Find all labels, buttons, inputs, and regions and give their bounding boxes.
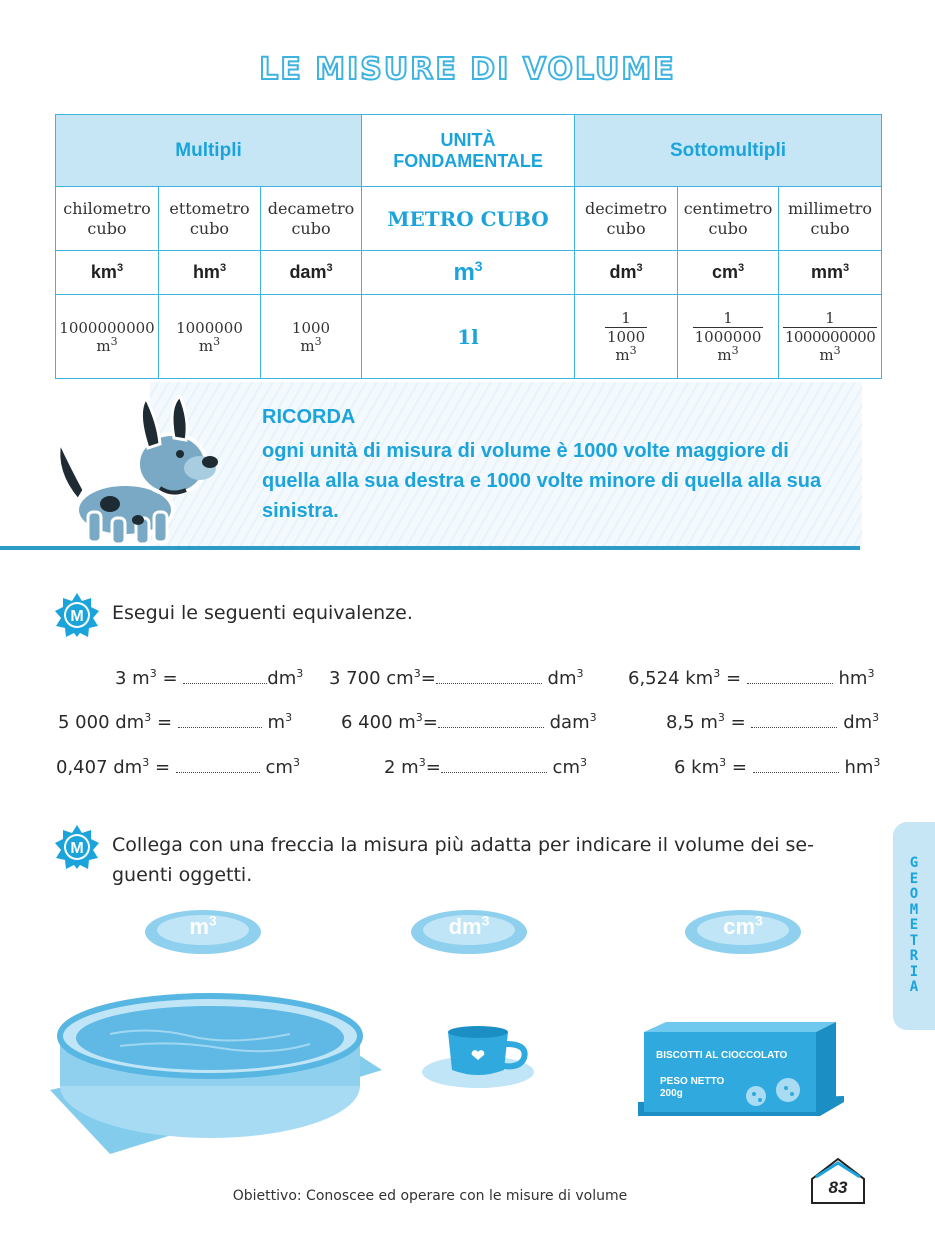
exponent: 3 bbox=[110, 334, 118, 348]
unit-value-hm3 bbox=[159, 295, 261, 379]
unit-name-km3 bbox=[56, 187, 159, 251]
side-tab-letter: G bbox=[909, 855, 919, 871]
unit-name-line: decimetro bbox=[584, 198, 668, 218]
value-unit: m bbox=[717, 346, 732, 364]
unit-name-mm3 bbox=[779, 187, 882, 251]
plate-dm3[interactable] bbox=[409, 908, 529, 956]
eq-target: cm bbox=[265, 757, 293, 778]
eq-sign: = bbox=[156, 712, 173, 733]
unit-name-line: cubo bbox=[810, 218, 850, 238]
plate-cm3[interactable] bbox=[683, 908, 803, 956]
plate-unit: m bbox=[189, 914, 209, 939]
plate-label bbox=[683, 914, 803, 940]
eq-left: 2 m bbox=[384, 757, 419, 778]
answer-blank[interactable] bbox=[747, 670, 833, 684]
equivalence-item bbox=[628, 668, 874, 689]
unit-name-line: cubo bbox=[606, 218, 646, 238]
unit-name-line: millimetro bbox=[788, 198, 873, 218]
eq-sign: = bbox=[420, 668, 436, 689]
equivalence-item bbox=[58, 712, 292, 733]
footer-objective: Obiettivo: Conoscee ed operare con le misure di volume bbox=[232, 1188, 628, 1204]
instruction-line: guenti oggetti. bbox=[112, 864, 253, 886]
side-tab-label bbox=[902, 856, 926, 996]
unit-name-line: decametro bbox=[267, 198, 355, 218]
header-fundamental-line2: FONDAMENTALE bbox=[393, 150, 543, 171]
exponent: 3 bbox=[589, 711, 597, 724]
symbol-text: mm bbox=[810, 262, 843, 282]
eq-left: 6 km bbox=[674, 757, 720, 778]
unit-symbol-cm3 bbox=[678, 251, 779, 295]
eq-left: 5 000 dm bbox=[58, 712, 145, 733]
eq-target: cm bbox=[552, 757, 580, 778]
badge-letter: M bbox=[70, 840, 84, 857]
exponent: 3 bbox=[636, 262, 643, 274]
plate-unit: cm bbox=[723, 914, 755, 939]
fraction-numerator: 1 bbox=[693, 309, 764, 328]
symbol-text: km bbox=[90, 262, 117, 282]
unit-symbol-mm3 bbox=[779, 251, 882, 295]
value-unit: m bbox=[198, 336, 214, 355]
eq-left: 8,5 m bbox=[666, 712, 718, 733]
unit-value-m3: 1l bbox=[362, 295, 575, 379]
exercise1-instruction: Esegui le seguenti equivalenze. bbox=[112, 602, 413, 624]
exponent: 3 bbox=[142, 756, 150, 769]
fraction-denominator: 1000 bbox=[606, 328, 646, 346]
unit-symbol-km3 bbox=[56, 251, 159, 295]
symbol-text: hm bbox=[192, 262, 220, 282]
exponent: 3 bbox=[481, 912, 490, 929]
side-tab-letter: O bbox=[909, 886, 919, 902]
ricorda-title: RICORDA bbox=[262, 406, 356, 428]
symbol-text: dam bbox=[289, 262, 327, 282]
fraction bbox=[693, 309, 764, 346]
ricorda-text: ogni unità di misura di volume è 1000 volte maggiore di quella alla sua destra e 1000 volte minore di quella alla sua sinistra. bbox=[262, 440, 822, 522]
side-tab-letter: A bbox=[909, 979, 919, 995]
value-unit: m bbox=[300, 336, 315, 355]
eq-sign: = bbox=[725, 668, 742, 689]
unit-name-line: cubo bbox=[708, 218, 748, 238]
unit-value-km3 bbox=[56, 295, 159, 379]
eq-sign: = bbox=[422, 712, 438, 733]
exponent: 3 bbox=[719, 756, 727, 769]
eq-left: 0,407 dm bbox=[56, 757, 143, 778]
eq-target: m bbox=[267, 712, 286, 733]
exponent: 3 bbox=[418, 756, 426, 769]
answer-blank[interactable] bbox=[753, 759, 839, 773]
eq-left: 3 m bbox=[115, 668, 150, 689]
box-shape bbox=[630, 1022, 846, 1124]
unit-name-dam3 bbox=[261, 187, 362, 251]
eq-target: dam bbox=[549, 712, 590, 733]
answer-blank[interactable] bbox=[751, 714, 837, 728]
exponent: 3 bbox=[576, 667, 584, 680]
exercise2-instruction bbox=[112, 830, 882, 890]
exponent: 3 bbox=[219, 262, 227, 274]
plate-label bbox=[143, 914, 263, 940]
equivalence-item bbox=[384, 757, 587, 778]
exponent: 3 bbox=[717, 711, 725, 724]
value-number: 1000000 bbox=[176, 318, 243, 337]
answer-blank[interactable] bbox=[438, 714, 544, 728]
symbol-text: dm bbox=[609, 262, 637, 282]
equivalence-item bbox=[674, 757, 880, 778]
eq-target: dm bbox=[547, 668, 577, 689]
cookie-box-illustration[interactable] bbox=[630, 1022, 846, 1124]
header-multiples: Multipli bbox=[56, 115, 362, 187]
equivalence-item bbox=[341, 712, 597, 733]
unit-name-hm3 bbox=[159, 187, 261, 251]
eq-target: hm bbox=[838, 668, 868, 689]
header-fundamental-line1: UNITÀ bbox=[440, 129, 496, 150]
exponent: 3 bbox=[314, 334, 322, 348]
unit-value-dm3 bbox=[575, 295, 678, 379]
exponent: 3 bbox=[292, 756, 300, 769]
box-weight-label: PESO NETTO bbox=[660, 1076, 725, 1087]
exponent: 3 bbox=[731, 344, 739, 357]
value-number: 1000000000 bbox=[59, 318, 155, 337]
fraction-denominator: 1000000 bbox=[694, 328, 762, 346]
side-tab-letter: T bbox=[909, 932, 919, 949]
exponent: 3 bbox=[713, 667, 721, 680]
unit-value-cm3 bbox=[678, 295, 779, 379]
unit-symbol-m3 bbox=[362, 251, 575, 295]
pool-illustration[interactable] bbox=[30, 990, 390, 1160]
exponent: 3 bbox=[149, 667, 157, 680]
eq-left: 6 400 m bbox=[341, 712, 416, 733]
equivalence-item bbox=[56, 757, 300, 778]
value-unit: m bbox=[615, 346, 630, 364]
exponent: 3 bbox=[144, 711, 152, 724]
fraction bbox=[783, 309, 877, 346]
exponent: 3 bbox=[872, 711, 880, 724]
fraction-numerator: 1 bbox=[605, 309, 647, 328]
exponent: 3 bbox=[842, 262, 850, 274]
exponent: 3 bbox=[208, 912, 217, 929]
answer-blank[interactable] bbox=[441, 759, 547, 773]
instruction-line: Collega con una freccia la misura più adatta per indicare il volume dei se- bbox=[112, 834, 814, 856]
equivalence-item bbox=[666, 712, 879, 733]
unit-name-line: cubo bbox=[189, 218, 230, 238]
side-tab-letter: E bbox=[909, 917, 919, 933]
value-number: 1000 bbox=[291, 318, 331, 337]
unit-symbol-dm3 bbox=[575, 251, 678, 295]
eq-sign: = bbox=[730, 712, 746, 733]
exponent: 3 bbox=[833, 344, 841, 357]
unit-symbol-dam3 bbox=[261, 251, 362, 295]
unit-name-line: chilometro bbox=[63, 198, 151, 218]
exponent: 3 bbox=[629, 344, 637, 357]
side-tab-letter: M bbox=[909, 901, 919, 918]
eq-sign: = bbox=[154, 757, 171, 778]
page-title: LE MISURE DI VOLUME bbox=[259, 52, 676, 87]
box-title: BISCOTTI AL CIOCCOLATO bbox=[656, 1050, 788, 1061]
box-weight bbox=[660, 1076, 724, 1100]
unit-name-line: ettometro bbox=[169, 198, 250, 218]
exponent: 3 bbox=[415, 711, 423, 724]
equivalence-item bbox=[329, 668, 583, 689]
exercise-badge-icon bbox=[54, 592, 100, 638]
unit-value-mm3 bbox=[779, 295, 882, 379]
page-number: 83 bbox=[828, 1178, 848, 1197]
symbol-text: cm bbox=[711, 262, 738, 282]
exponent: 3 bbox=[755, 912, 763, 929]
exponent: 3 bbox=[867, 667, 875, 680]
value-unit: m bbox=[819, 346, 834, 364]
unit-name-cm3 bbox=[678, 187, 779, 251]
answer-blank[interactable] bbox=[183, 670, 267, 684]
exponent: 3 bbox=[579, 756, 587, 769]
side-tab-letter: I bbox=[909, 963, 919, 980]
exponent: 3 bbox=[213, 334, 221, 348]
plate-label bbox=[409, 914, 529, 940]
side-tab-letter: R bbox=[909, 948, 919, 964]
unit-name-m3: METRO CUBO bbox=[362, 187, 575, 251]
cup-illustration[interactable] bbox=[418, 1022, 538, 1092]
exponent: 3 bbox=[285, 711, 293, 724]
exponent: 3 bbox=[116, 262, 124, 274]
fraction-denominator: 1000000000 bbox=[784, 328, 876, 346]
badge-letter: M bbox=[70, 608, 84, 625]
answer-blank[interactable] bbox=[436, 670, 542, 684]
exponent: 3 bbox=[413, 667, 421, 680]
exponent: 3 bbox=[737, 262, 745, 274]
eq-target: dm bbox=[267, 668, 297, 689]
unit-name-line: cubo bbox=[87, 218, 127, 238]
eq-target: dm bbox=[843, 712, 873, 733]
eq-sign: = bbox=[731, 757, 747, 778]
plate-m3[interactable] bbox=[143, 908, 263, 956]
exponent: 3 bbox=[873, 756, 881, 769]
unit-name-line: centimetro bbox=[683, 198, 773, 218]
fraction-numerator: 1 bbox=[783, 309, 877, 328]
unit-symbol-hm3 bbox=[159, 251, 261, 295]
eq-sign: = bbox=[425, 757, 441, 778]
eq-sign: = bbox=[162, 668, 178, 689]
dog-illustration bbox=[40, 392, 230, 548]
eq-left: 6,524 km bbox=[628, 668, 714, 689]
header-fundamental bbox=[362, 115, 575, 187]
exponent: 3 bbox=[296, 667, 304, 680]
exercise-badge-icon bbox=[54, 824, 100, 870]
plate-unit: dm bbox=[448, 914, 482, 939]
symbol-text: m bbox=[453, 258, 475, 286]
exponent: 3 bbox=[474, 257, 483, 274]
eq-left: 3 700 cm bbox=[329, 668, 414, 689]
exponent: 3 bbox=[326, 262, 333, 274]
unit-name-dm3 bbox=[575, 187, 678, 251]
box-weight-value: 200g bbox=[660, 1088, 683, 1099]
value-unit: m bbox=[96, 336, 111, 355]
fraction bbox=[605, 309, 647, 346]
volume-units-table bbox=[55, 114, 882, 379]
answer-blank[interactable] bbox=[178, 714, 262, 728]
equivalence-item bbox=[115, 668, 303, 689]
header-submultiples: Sottomultipli bbox=[575, 115, 882, 187]
side-tab-letter: E bbox=[909, 870, 919, 887]
unit-value-dam3 bbox=[261, 295, 362, 379]
answer-blank[interactable] bbox=[176, 759, 260, 773]
unit-name-line: cubo bbox=[291, 218, 331, 238]
eq-target: hm bbox=[844, 757, 874, 778]
